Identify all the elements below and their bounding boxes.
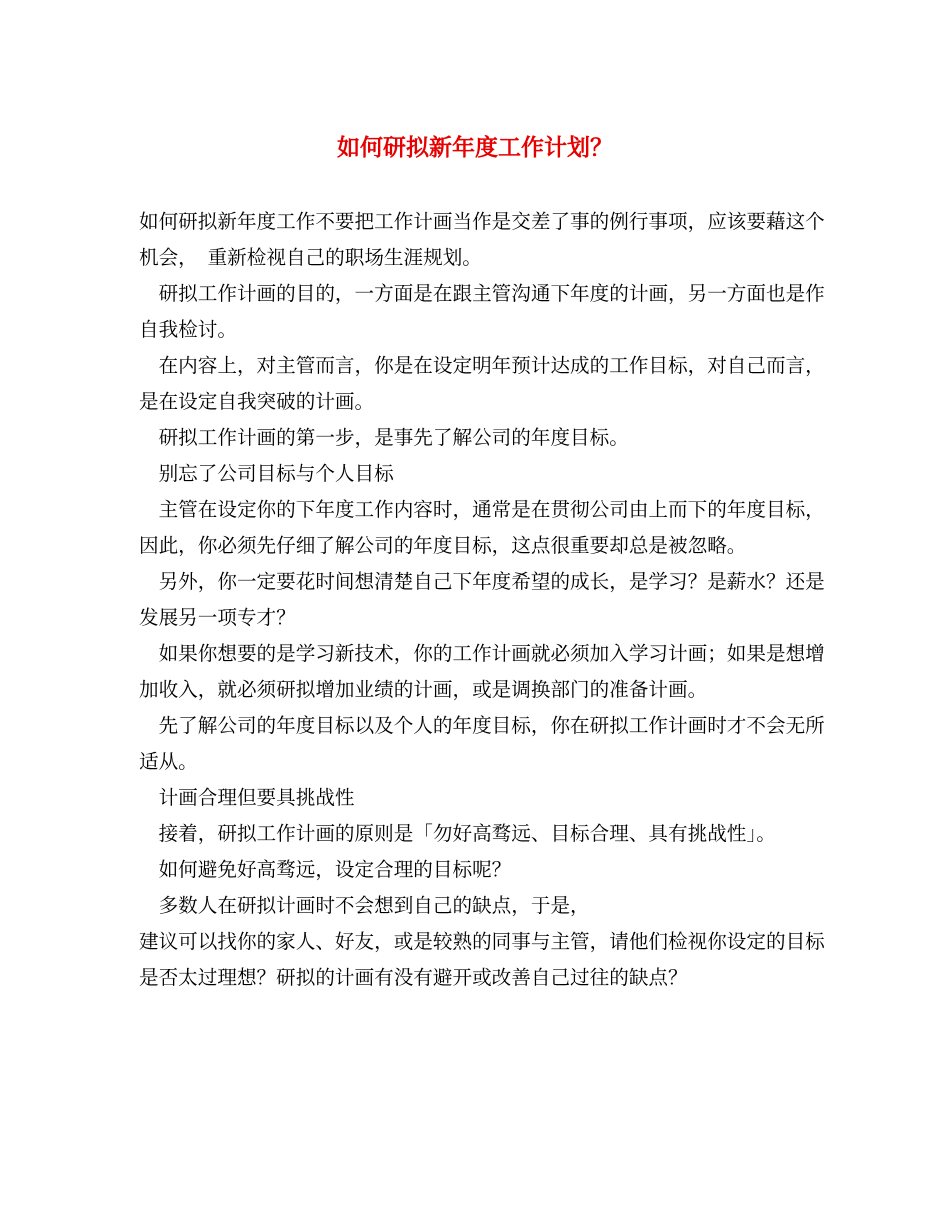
section-heading-challenge: 计画合理但要具挑战性 [139, 786, 355, 809]
page-title: 如何研拟新年度工作计划？ [337, 134, 613, 161]
paragraph-7: 另外，你一定要花时间想清楚自己下年度希望的成长，是学习？是薪水？还是发展另一项专才？ [139, 570, 825, 629]
document-body [139, 204, 829, 996]
paragraph-13: 多数人在研拟计画时不会想到自己的缺点，于是， [139, 894, 590, 917]
section-heading-goals: 别忘了公司目标与个人目标 [139, 462, 394, 485]
paragraph-9: 先了解公司的年度目标以及个人的年度目标，你在研拟工作计画时才不会无所适从。 [139, 714, 825, 773]
paragraph-14: 建议可以找你的家人、好友，或是较熟的同事与主管，请他们检视你设定的目标是否太过理想？研拟的计画有没有避开或改善自己过往的缺点？ [139, 930, 825, 989]
paragraph-8: 如果你想要的是学习新技术，你的工作计画就必须加入学习计画；如果是想增加收入，就必须研拟增加业绩的计画，或是调换部门的准备计画。 [139, 642, 825, 701]
paragraph-2: 研拟工作计画的目的，一方面是在跟主管沟通下年度的计画，另一方面也是作自我检讨。 [139, 282, 825, 341]
paragraph-4: 研拟工作计画的第一步，是事先了解公司的年度目标。 [139, 426, 629, 449]
paragraph-1: 如何研拟新年度工作不要把工作计画当作是交差了事的例行事项，应该要藉这个机会， 重新检视自己的职场生涯规划。 [139, 210, 825, 269]
paragraph-12: 如何避免好高骛远，设定合理的目标呢？ [139, 858, 512, 881]
paragraph-6: 主管在设定你的下年度工作内容时，通常是在贯彻公司由上而下的年度目标，因此，你必须先仔细了解公司的年度目标，这点很重要却总是被忽略。 [139, 498, 825, 557]
paragraph-11: 接着，研拟工作计画的原则是「勿好高骛远、目标合理、具有挑战性」。 [139, 822, 776, 845]
paragraph-3: 在内容上，对主管而言，你是在设定明年预计达成的工作目标，对自己而言，是在设定自我突破的计画。 [139, 354, 825, 413]
